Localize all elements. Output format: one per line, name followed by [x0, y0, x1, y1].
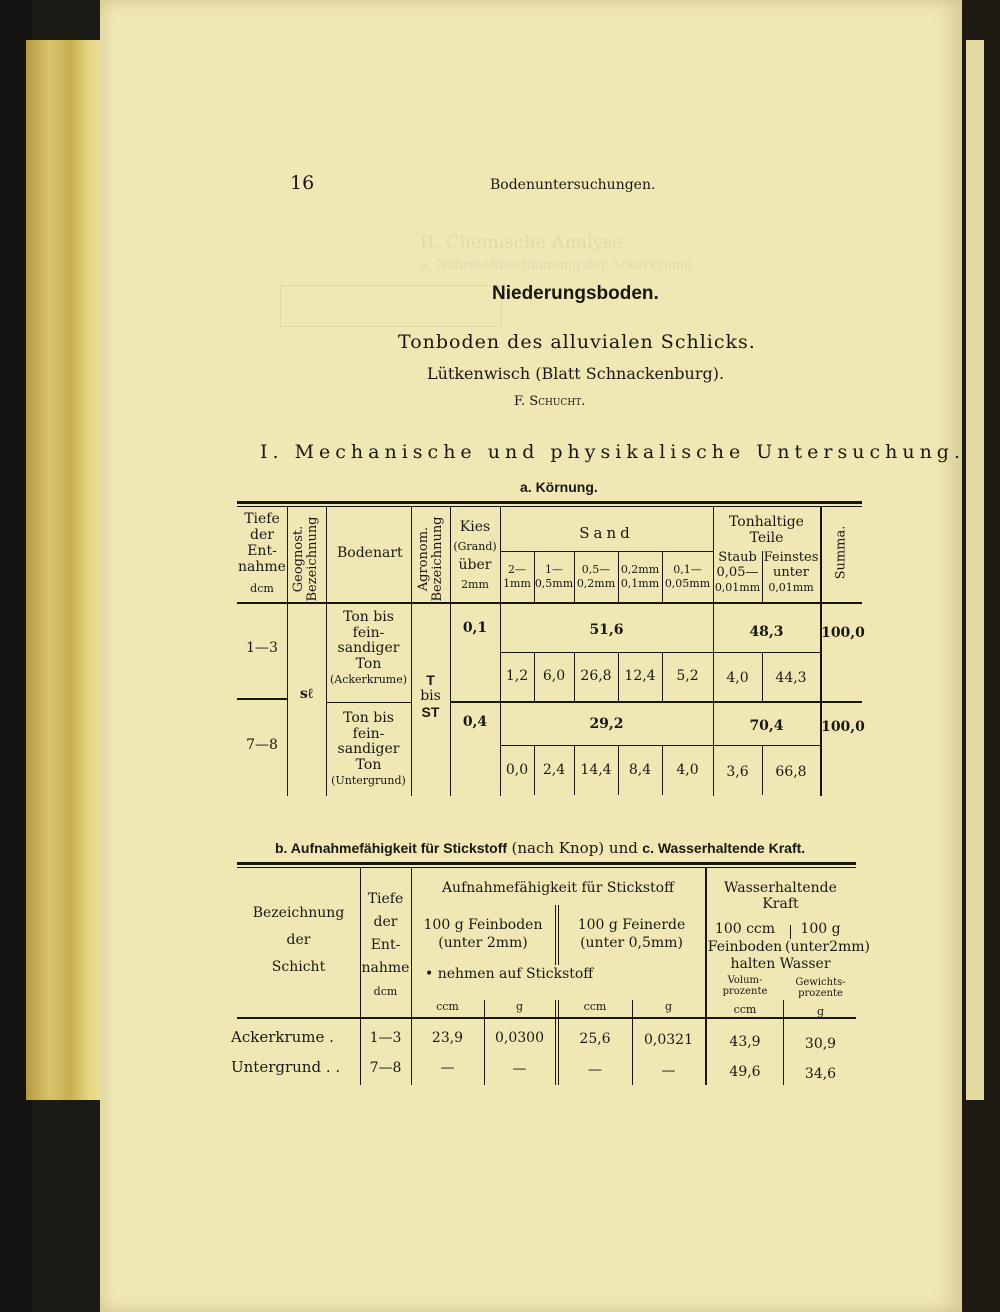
header-line: der [373, 914, 398, 930]
sand-col-4 [618, 563, 662, 591]
header-line: 100 ccm [714, 921, 776, 937]
header-line: Wasserhaltende [724, 880, 837, 896]
symbol-line: ST [421, 704, 440, 720]
header-line: 0,5mm [534, 577, 574, 590]
next-page-edge [966, 40, 984, 1100]
rowb1-v3: 25,6 [579, 1031, 611, 1047]
table-b-title [275, 839, 805, 857]
col-sand-header: Sand [579, 524, 634, 542]
row2-sand-5: 4,0 [676, 762, 699, 778]
header-line: Kraft [762, 896, 799, 912]
header-line: nahme [361, 960, 410, 976]
header-line: 0,1mm [620, 577, 660, 590]
halten-label: halten Wasser [730, 956, 831, 972]
text-line: Ton [355, 756, 382, 773]
row1-sand-3: 26,8 [580, 668, 612, 684]
header-line: (unter 2mm) [438, 935, 528, 951]
header-line: unter [773, 565, 809, 580]
rowb2-v5: 49,6 [729, 1064, 761, 1080]
header-line: Volum- [727, 975, 763, 986]
row2-summa: 100,0 [821, 719, 865, 735]
running-title: Bodenuntersuchungen. [490, 177, 656, 193]
sand-col-5 [662, 563, 713, 591]
col-ton-header [713, 514, 820, 546]
col-aufnahme-header: Aufnahmefähigkeit für Stickstoff [441, 880, 675, 896]
row1-sand-5: 5,2 [676, 668, 699, 684]
header-line: Feinstes [763, 550, 819, 565]
rowb2-v6: 34,6 [804, 1066, 837, 1082]
header-line: Tonhaltige [729, 514, 804, 530]
rowb1-v5: 43,9 [729, 1034, 761, 1050]
col-bezeichnung-header [237, 900, 360, 981]
text-line: sandiger [337, 741, 400, 757]
rowb1-v4: 0,0321 [644, 1032, 693, 1048]
header-line: 100 g Feinerde [577, 917, 686, 933]
rowb1-v2: 0,0300 [495, 1030, 544, 1046]
header-line: Ent- [247, 543, 277, 559]
col-staub-header [713, 550, 762, 595]
header-line: (unter 0,5mm) [580, 935, 683, 951]
nehmen-label: • nehmen auf Stickstoff [425, 966, 594, 982]
col-geognost-header: Geognost. Bezeichnung [291, 516, 320, 602]
header-line: Schicht [271, 959, 326, 975]
row1-sand-2: 6,0 [542, 668, 566, 684]
rowb1-v6: 30,9 [804, 1036, 837, 1052]
symbol-line: bis [420, 688, 441, 704]
title-part: (nach Knop) und [511, 839, 638, 857]
title-part: b. Aufnahmefähigkeit für Stickstoff [275, 840, 508, 856]
row2-kies: 0,4 [462, 714, 488, 730]
rowb2-v4: — [661, 1063, 676, 1079]
page-edges [26, 40, 106, 1100]
rowb1-tiefe: 1—3 [369, 1030, 402, 1046]
geognost-symbol: sℓ [299, 686, 314, 702]
text-line: fein- [352, 624, 385, 641]
col-wasser-vol-header [705, 920, 785, 956]
col-wasser-header [705, 880, 856, 912]
table-a-title: a. Körnung. [520, 479, 598, 495]
header-line: prozente [798, 988, 843, 999]
text-line: Ton [355, 655, 382, 672]
gewicht-label [785, 977, 856, 999]
header-line: nahme [238, 559, 286, 575]
col-summa-header: Summa. [833, 525, 849, 580]
rowb2-v3: — [588, 1062, 602, 1078]
header-line: 0,2mm [620, 563, 660, 576]
row1-feinstes: 44,3 [775, 670, 807, 686]
row1-staub: 4,0 [726, 670, 749, 686]
part-title: I. Mechanische und physikalische Untersuchung. [260, 441, 966, 463]
row2-sand-3: 14,4 [580, 762, 612, 778]
col-tiefe-header [237, 511, 287, 597]
subtitle: Tonboden des alluvialen Schlicks. [398, 331, 756, 353]
row1-sand-total: 51,6 [589, 622, 624, 638]
header-line: 0,05mm [664, 577, 711, 590]
header-line: Ent- [370, 937, 401, 953]
header-line: 2— [508, 563, 526, 576]
section-title: Niederungsboden. [492, 283, 659, 304]
unit-label: dcm [373, 985, 398, 998]
note-line: (Untergrund) [331, 774, 406, 787]
col-agronom-header: Agronom. Bezeichnung [416, 516, 445, 602]
header-line: Teile [749, 530, 784, 546]
unit-g-1: g [515, 1000, 524, 1013]
header-line: 0,5— [581, 563, 611, 576]
header-line: 0,01mm [768, 581, 814, 594]
header-line: 0,1— [673, 563, 702, 576]
header-line: 0,05— [716, 565, 759, 580]
col-kies-header [450, 518, 500, 594]
header-line: 0,01mm [714, 581, 761, 594]
header-line: 1mm [503, 577, 531, 590]
unit-ccm-3: ccm [733, 1003, 757, 1016]
rowb2-tiefe: 7—8 [369, 1060, 402, 1076]
text-line: sandiger [337, 640, 400, 656]
row2-sand-1: 0,0 [505, 762, 529, 778]
row1-tiefe: 1—3 [246, 640, 278, 656]
header-line: Feinboden [707, 939, 783, 955]
rowb1-v1: 23,9 [431, 1030, 464, 1046]
header-line: der [286, 932, 311, 948]
book-page: II. Chemische Analyse a. Nährstoffbestimmung der Ackerkrume. 16 Bodenuntersuchungen. Niederungsboden. Tonboden des alluvialen Schlicks. Lütkenwisch (Blatt Schnackenburg). F. Schucht. I. Mechanische und physikalische Untersuchung. a. Körnung. Tiefe der Ent- nahme dcm Geognost. Bezeichnung Bodenart Agronom. Bezeichnung Kies (Grand) über 2mm Sand 2— 1mm 1— 0,5mm 0,5— 0,2mm 0,2mm 0,1mm 0,1— 0,05mm Tonhaltige Teile Staub 0,05— 0,01mm Feinstes unter 0,01mm Summa. 1—3 7—8 sℓ T bis ST Ton bis fein- sandiger Ton (Ackerkrume) Ton bis fein- sandiger Ton (Untergrund) 0,1 51,6 48,3 100,0 1,2 6,0 26,8 12,4 5,2 4,0 44,3 0,4 29,2 70,4 100,0 0,0 2,4 14,4 8,4 4,0 3,6 66,8 b. Aufnahmefähigkeit für Stickstoff (nach Knop) und c. Wasserhaltende Kraft. Bezeichnung der Schicht Tiefe der Ent- nahme dcm Aufnahmefähigkeit für Stickstoff 100 g Feinboden (unter 2mm) 100 g Feinerde (unter 0,5mm) • nehmen auf Stickstoff Wasserhaltende Kraft 100 ccm Feinboden 100 g (unter2mm) halten Wasser Volum- prozente Gewichts- prozente ccm g ccm g ccm g Ackerkrume . 1—3 23,9 0,0300 25,6 0,0321 43,9 30,9 Untergrund . . 7—8 — — — — 49,6 34,6 [100, 0, 962, 1312]
unit-g-2: g [664, 1000, 673, 1013]
row1-kies: 0,1 [462, 620, 488, 636]
header-line: (unter2mm) [785, 939, 871, 955]
rowb2-name: Untergrund . . [231, 1058, 341, 1076]
row2-tiefe: 7—8 [246, 737, 278, 753]
sand-col-1 [500, 563, 534, 591]
row1-bodenart [326, 610, 411, 688]
unit-label: dcm [250, 582, 274, 595]
header-line: 1— [545, 563, 563, 576]
text-line: fein- [352, 725, 385, 742]
location: Lütkenwisch (Blatt Schnackenburg). [427, 364, 725, 383]
header-line: (Grand) [453, 540, 497, 553]
sand-col-2 [534, 563, 574, 591]
symbol-line: T [426, 672, 435, 688]
agronom-symbol [411, 672, 450, 720]
header-line: Gewichts- [795, 977, 846, 988]
col-tiefe-b-header [360, 888, 411, 1003]
header-line: 2mm [461, 578, 489, 591]
header-line: Kies [459, 519, 491, 535]
text-line: Ton bis [343, 710, 394, 726]
row1-summa: 100,0 [821, 625, 865, 641]
rowb2-v2: — [512, 1061, 527, 1077]
header-line: Bezeichnung [252, 905, 345, 921]
sand-col-3 [574, 563, 618, 591]
row1-sand-4: 12,4 [624, 668, 656, 684]
row2-sand-total: 29,2 [589, 716, 624, 732]
header-line: prozente [722, 986, 768, 997]
row2-ton-total: 70,4 [749, 718, 784, 734]
volum-label [705, 975, 785, 997]
row1-ton-total: 48,3 [749, 624, 784, 640]
row2-staub: 3,6 [726, 764, 749, 780]
rowb1-name: Ackerkrume . [231, 1028, 334, 1046]
text-line: Ton bis [343, 609, 394, 625]
note-line: (Ackerkrume) [329, 673, 408, 686]
header-line: 100 g Feinboden [423, 917, 543, 933]
rowb2-v1: — [440, 1060, 455, 1076]
header-line: über [458, 557, 492, 573]
unit-ccm-1: ccm [436, 1000, 459, 1013]
col-bodenart-header: Bodenart [337, 545, 403, 561]
row2-feinstes: 66,8 [775, 764, 807, 780]
header-line: der [250, 527, 274, 543]
row2-sand-4: 8,4 [628, 762, 652, 778]
col-feinerde-header [558, 916, 705, 952]
unit-g-3: g [816, 1005, 825, 1018]
title-part: c. Wasserhaltende Kraft. [642, 840, 806, 856]
header-line: Tiefe [367, 891, 404, 907]
header-line: Tiefe [244, 511, 280, 527]
header-line: 0,2mm [576, 577, 616, 590]
col-feinboden-header [411, 916, 555, 952]
col-feinstes-header [762, 550, 820, 595]
row2-sand-2: 2,4 [542, 762, 566, 778]
row2-bodenart [326, 711, 411, 789]
header-line: Staub [718, 550, 757, 565]
author: F. Schucht. [514, 394, 586, 409]
header-line: 100 g [800, 921, 841, 937]
col-wasser-gew-header [785, 920, 871, 956]
page-number: 16 [290, 172, 315, 194]
unit-ccm-2: ccm [583, 1000, 607, 1013]
row1-sand-1: 1,2 [505, 668, 529, 684]
